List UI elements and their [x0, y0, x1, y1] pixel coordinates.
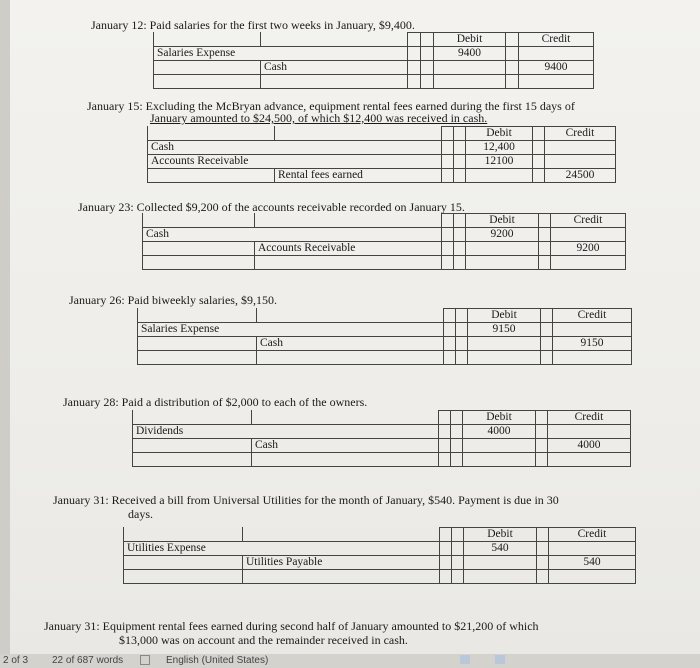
account-cell: Salaries Expense — [154, 47, 408, 61]
account-cell: Utilities Payable — [243, 556, 440, 570]
credit-header: Credit — [519, 33, 594, 47]
word-count[interactable]: 22 of 687 words — [52, 655, 124, 666]
entry-jan31-rental-line1: January 31: Equipment rental fees earned during second half of January amounted to $21,200 of which — [44, 619, 539, 633]
print-layout-icon[interactable] — [495, 655, 505, 664]
debit-cell — [464, 556, 537, 570]
credit-header: Credit — [553, 309, 632, 323]
journal-table-jan12 — [153, 32, 594, 89]
account-cell: Rental fees earned — [275, 169, 442, 183]
account-cell: Cash — [148, 141, 442, 155]
entry-jan31-utilities-line1: January 31: Received a bill from Universal Utilities for the month of January, $540. Payment is due in 30 — [53, 493, 559, 507]
credit-cell — [519, 47, 594, 61]
credit-cell — [545, 141, 616, 155]
status-bar — [0, 654, 700, 668]
entry-jan15-text-line2: January amounted to $24,500, of which $12,400 was received in cash. — [150, 111, 488, 125]
entry-jan23-text: January 23: Collected $9,200 of the accounts receivable recorded on January 15. — [78, 200, 465, 214]
credit-cell: 9400 — [519, 61, 594, 75]
debit-cell — [434, 61, 506, 75]
language-indicator[interactable]: English (United States) — [166, 655, 269, 666]
account-cell: Dividends — [133, 425, 439, 439]
credit-cell — [548, 425, 631, 439]
credit-header: Credit — [545, 127, 616, 141]
credit-cell: 9200 — [551, 242, 626, 256]
debit-cell: 9400 — [434, 47, 506, 61]
debit-cell — [468, 337, 541, 351]
account-cell: Cash — [261, 61, 408, 75]
credit-header: Credit — [551, 214, 626, 228]
debit-cell: 9200 — [466, 228, 539, 242]
account-cell: Cash — [257, 337, 444, 351]
entry-jan28-text: January 28: Paid a distribution of $2,000 to each of the owners. — [63, 395, 368, 409]
journal-table-jan26 — [137, 308, 632, 365]
debit-cell: 9150 — [468, 323, 541, 337]
left-margin-strip — [0, 0, 10, 668]
entry-jan26-text: January 26: Paid biweekly salaries, $9,150. — [69, 293, 277, 307]
debit-cell — [463, 439, 536, 453]
entry-jan31-utilities-line2: days. — [128, 507, 153, 521]
credit-cell: 9150 — [553, 337, 632, 351]
debit-cell: 12,400 — [466, 141, 533, 155]
debit-cell — [466, 169, 533, 183]
debit-header: Debit — [468, 309, 541, 323]
journal-table-jan23 — [142, 213, 626, 270]
credit-header: Credit — [548, 411, 631, 425]
journal-table-jan15 — [147, 126, 616, 183]
entry-jan12-text: January 12: Paid salaries for the first two weeks in January, $9,400. — [91, 18, 415, 32]
view-mode-icon[interactable] — [460, 655, 470, 664]
credit-cell — [549, 542, 636, 556]
account-cell: Salaries Expense — [138, 323, 444, 337]
account-cell: Cash — [252, 439, 439, 453]
account-cell: Accounts Receivable — [148, 155, 442, 169]
entry-jan31-rental-line2: $13,000 was on account and the remainder received in cash. — [119, 633, 408, 647]
credit-cell — [551, 228, 626, 242]
entry-jan15-text-line1: January 15: Excluding the McBryan advance, equipment rental fees earned during the first 15 days of — [87, 99, 575, 113]
journal-table-jan31-utilities — [123, 527, 636, 584]
debit-cell — [466, 242, 539, 256]
credit-cell: 4000 — [548, 439, 631, 453]
debit-cell: 12100 — [466, 155, 533, 169]
page-indicator[interactable]: 2 of 3 — [3, 655, 29, 666]
credit-cell — [553, 323, 632, 337]
account-cell: Accounts Receivable — [255, 242, 442, 256]
debit-header: Debit — [434, 33, 506, 47]
document-page — [10, 0, 700, 668]
credit-cell: 24500 — [545, 169, 616, 183]
credit-cell — [545, 155, 616, 169]
proofing-icon[interactable] — [140, 655, 150, 665]
debit-header: Debit — [466, 127, 533, 141]
journal-table-jan28 — [132, 410, 631, 467]
debit-cell: 4000 — [463, 425, 536, 439]
debit-cell: 540 — [464, 542, 537, 556]
credit-header: Credit — [549, 528, 636, 542]
debit-header: Debit — [463, 411, 536, 425]
debit-header: Debit — [466, 214, 539, 228]
credit-cell: 540 — [549, 556, 636, 570]
account-cell: Cash — [143, 228, 442, 242]
debit-header: Debit — [464, 528, 537, 542]
account-cell: Utilities Expense — [124, 542, 440, 556]
